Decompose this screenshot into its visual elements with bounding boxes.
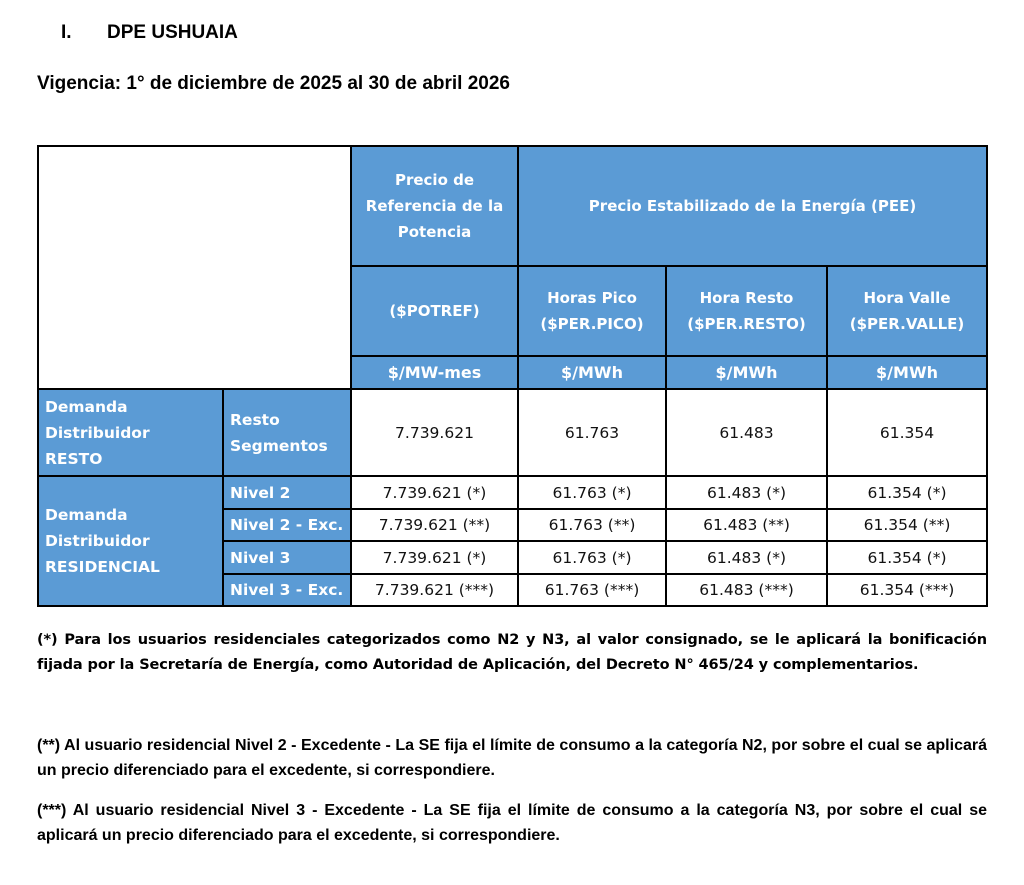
section-title: DPE USHUAIA bbox=[107, 22, 238, 43]
segment-label: Nivel 3 - Exc. bbox=[223, 574, 351, 606]
cell-valle: 61.354 bbox=[827, 389, 987, 476]
cell-resto: 61.483 (*) bbox=[666, 476, 827, 509]
header-resto bbox=[666, 266, 827, 356]
segment-label-resto-segmentos bbox=[223, 389, 351, 476]
group-label-line: Demanda bbox=[45, 397, 128, 416]
group-label-line: Distribuidor bbox=[45, 532, 150, 550]
tariff-table bbox=[37, 145, 988, 607]
footnote-double-asterisk: (**) Al usuario residencial Nivel 2 - Excedente - La SE fija el límite de consumo a la categoría N2, por sobre el cual se aplicará un precio diferenciado para el excedente, si correspondiere. bbox=[37, 737, 987, 779]
segment-label: Nivel 2 bbox=[223, 476, 351, 509]
cell-pico: 61.763 (*) bbox=[518, 476, 666, 509]
cell-resto: 61.483 bbox=[666, 389, 827, 476]
header-pico bbox=[518, 266, 666, 356]
validity-period: Vigencia: 1° de diciembre de 2025 al 30 de abril 2026 bbox=[37, 73, 510, 94]
header-energia-title: Precio Estabilizado de la Energía (PEE) bbox=[518, 146, 987, 266]
segment-label-line: Resto bbox=[230, 410, 280, 429]
cell-pico: 61.763 bbox=[518, 389, 666, 476]
cell-valle: 61.354 (***) bbox=[827, 574, 987, 606]
cell-valle: 61.354 (*) bbox=[827, 476, 987, 509]
footnote-single-asterisk: (*) Para los usuarios residenciales categorizados como N2 y N3, al valor consignado, se le aplicará la bonificación fijada por la Secretaría de Energía, como Autoridad de Aplicación, del Decreto N° 465/24 y complementarios. bbox=[37, 632, 987, 673]
segment-label: Nivel 2 - Exc. bbox=[223, 509, 351, 541]
cell-potref: 7.739.621 (**) bbox=[351, 509, 518, 541]
group-label-line: Distribuidor bbox=[45, 423, 150, 442]
cell-potref: 7.739.621 (*) bbox=[351, 476, 518, 509]
cell-pico: 61.763 (**) bbox=[518, 509, 666, 541]
cell-resto: 61.483 (*) bbox=[666, 541, 827, 574]
group-label-line: RESIDENCIAL bbox=[45, 558, 160, 576]
header-potencia-title: Precio de Referencia de la Potencia bbox=[351, 146, 518, 266]
header-valle bbox=[827, 266, 987, 356]
cell-potref: 7.739.621 bbox=[351, 389, 518, 476]
empty-corner-cell bbox=[38, 146, 351, 389]
cell-pico: 61.763 (*) bbox=[518, 541, 666, 574]
cell-potref: 7.739.621 (*) bbox=[351, 541, 518, 574]
segment-label-line: Segmentos bbox=[230, 436, 328, 455]
unit-valle: $/MWh bbox=[827, 356, 987, 389]
cell-pico: 61.763 (***) bbox=[518, 574, 666, 606]
cell-resto: 61.483 (**) bbox=[666, 509, 827, 541]
footnote-triple-asterisk: (***) Al usuario residencial Nivel 3 - Excedente - La SE fija el límite de consumo a la categoría N3, por sobre el cual se aplicará un precio diferenciado para el excedente, si correspondiere. bbox=[37, 802, 987, 844]
section-heading bbox=[61, 22, 238, 44]
group-label-resto bbox=[38, 389, 223, 476]
section-number: I. bbox=[61, 22, 72, 43]
header-valle-code: ($PER.VALLE) bbox=[849, 315, 965, 333]
group-label-residencial bbox=[38, 476, 223, 606]
cell-valle: 61.354 (**) bbox=[827, 509, 987, 541]
cell-valle: 61.354 (*) bbox=[827, 541, 987, 574]
header-row-titles bbox=[38, 146, 987, 266]
header-pico-label: Horas Pico bbox=[547, 289, 637, 307]
header-potref-code: ($POTREF) bbox=[351, 266, 518, 356]
segment-label: Nivel 3 bbox=[223, 541, 351, 574]
header-pico-code: ($PER.PICO) bbox=[540, 315, 644, 333]
group-label-line: RESTO bbox=[45, 449, 103, 468]
header-resto-code: ($PER.RESTO) bbox=[687, 315, 806, 333]
table-row bbox=[38, 389, 987, 476]
group-label-line: Demanda bbox=[45, 506, 128, 524]
cell-resto: 61.483 (***) bbox=[666, 574, 827, 606]
unit-pico: $/MWh bbox=[518, 356, 666, 389]
table-row bbox=[38, 476, 987, 509]
header-resto-label: Hora Resto bbox=[699, 289, 794, 307]
unit-resto: $/MWh bbox=[666, 356, 827, 389]
cell-potref: 7.739.621 (***) bbox=[351, 574, 518, 606]
header-valle-label: Hora Valle bbox=[863, 289, 951, 307]
unit-potencia: $/MW-mes bbox=[351, 356, 518, 389]
